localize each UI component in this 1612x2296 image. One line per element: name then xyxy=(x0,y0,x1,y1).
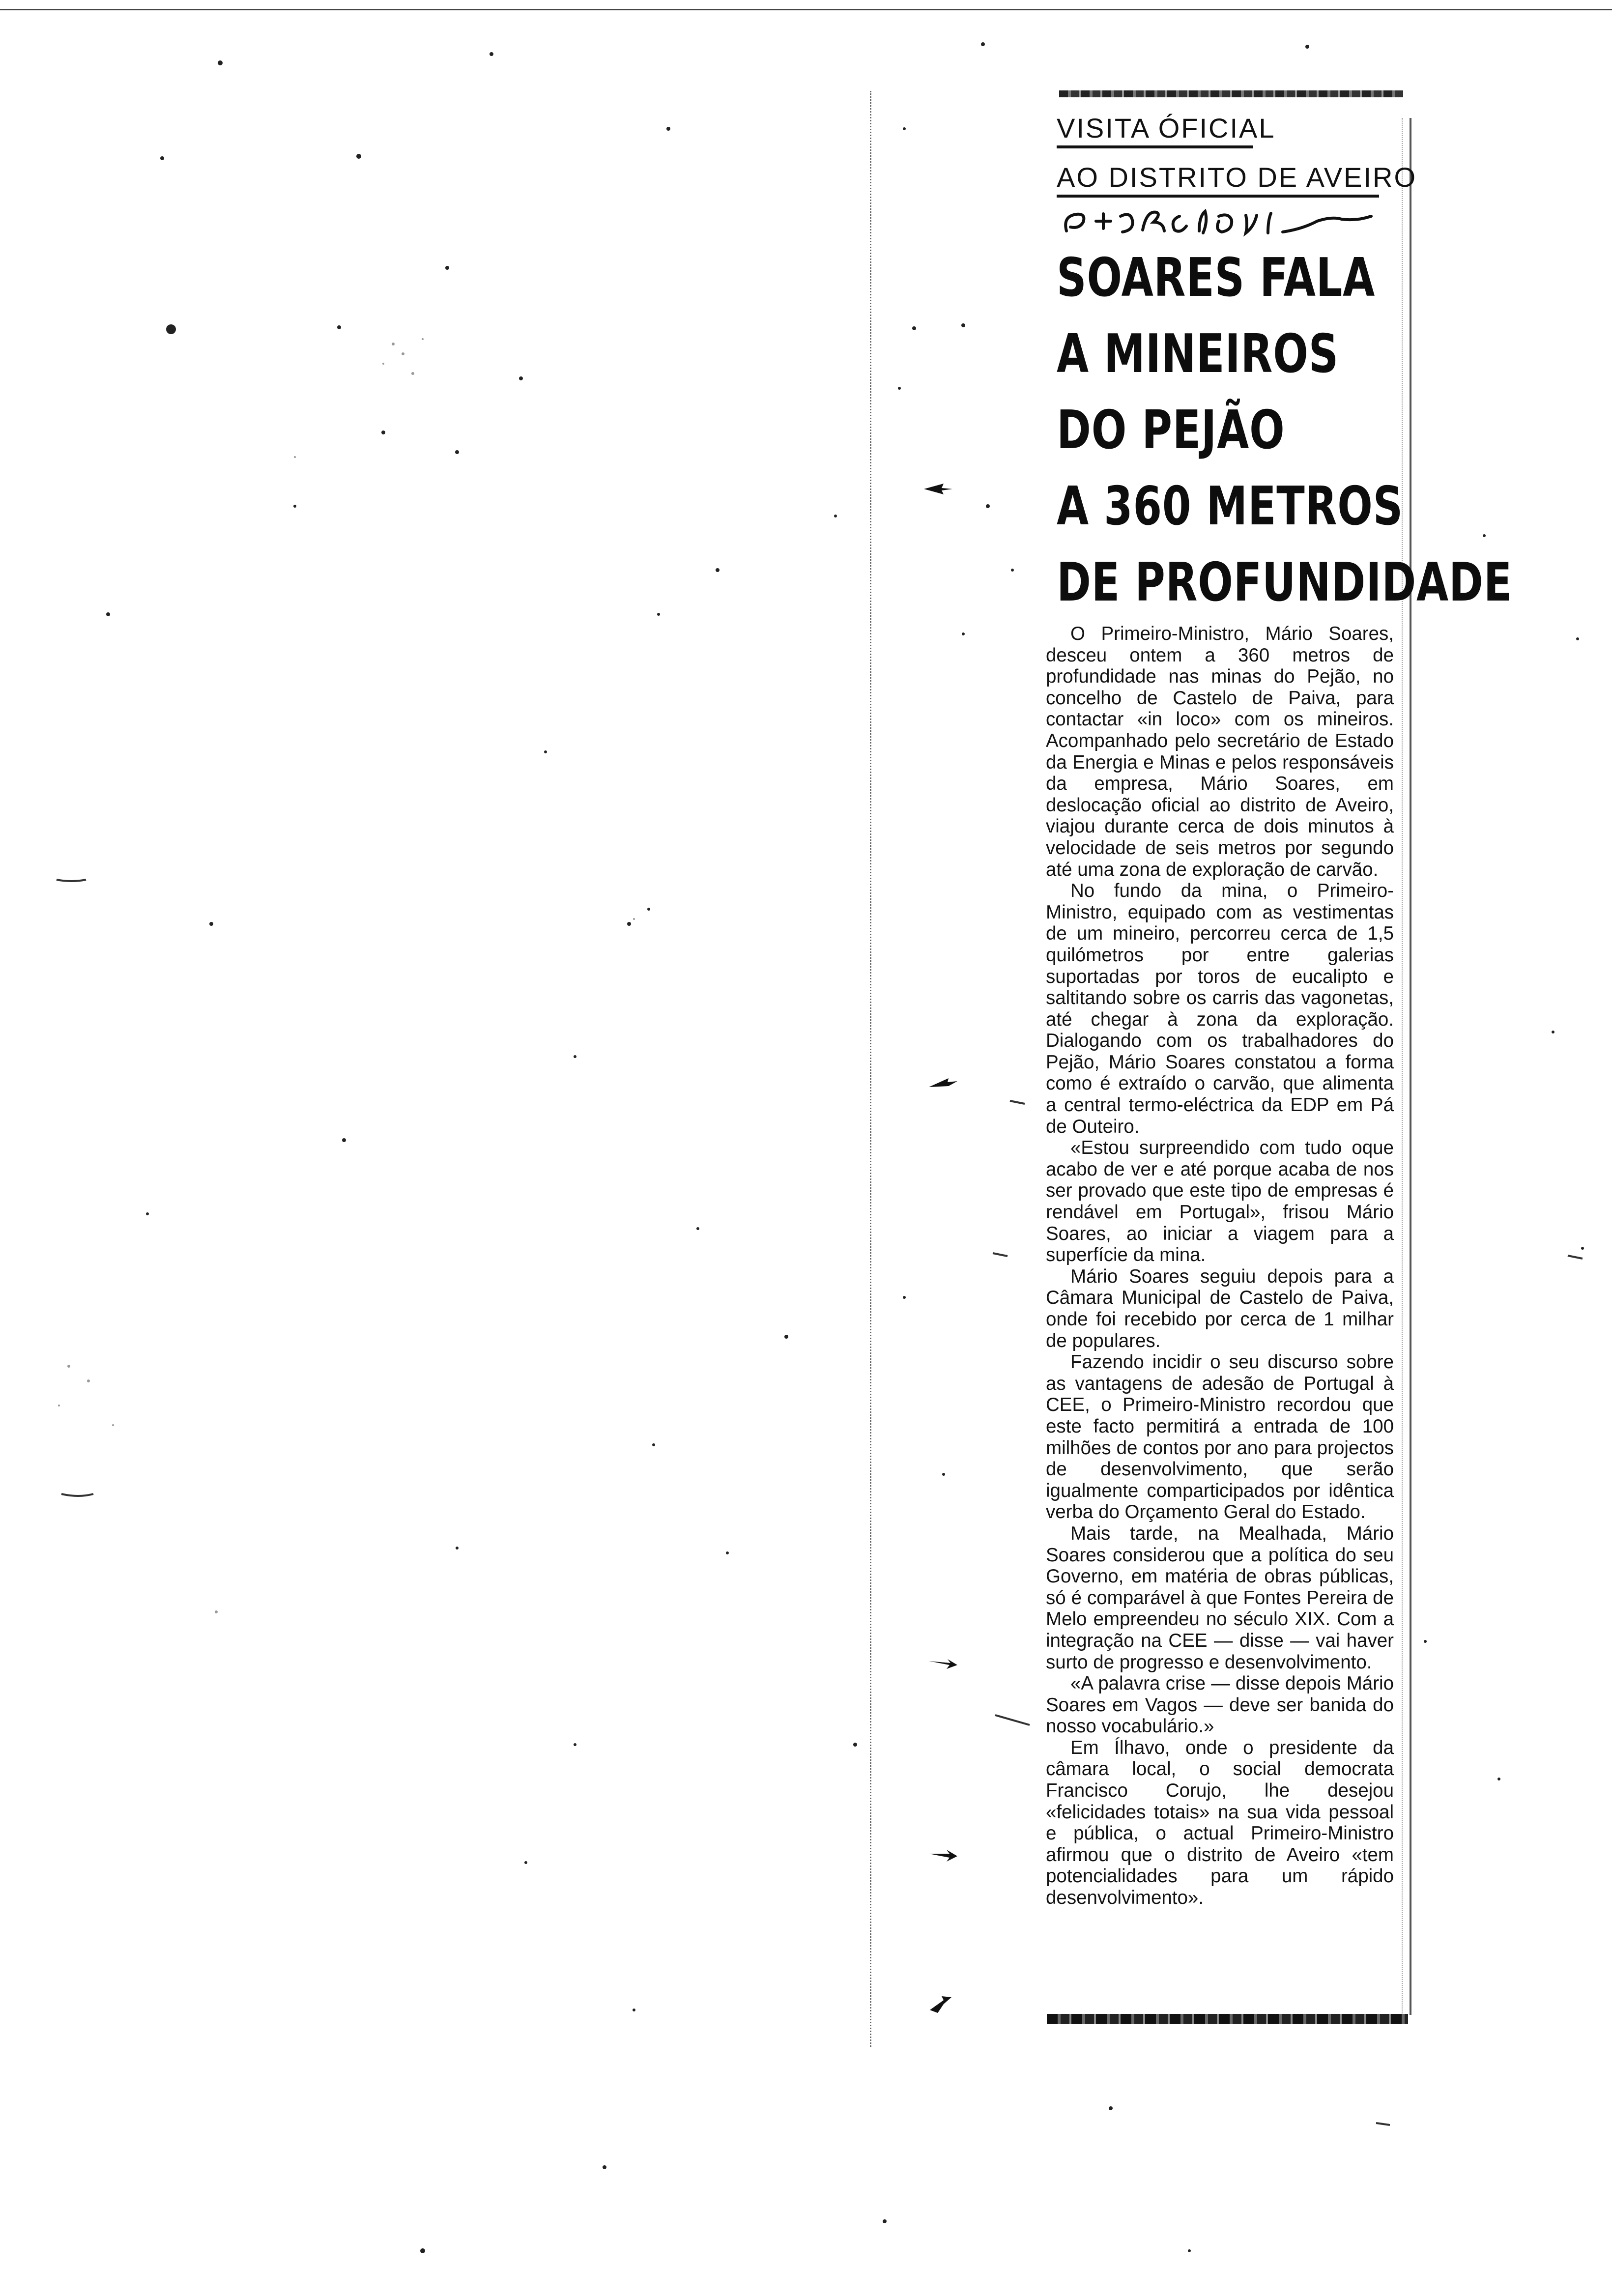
arrow-marker-1 xyxy=(924,482,953,496)
headline-line-5: DE PROFUNDIDADE xyxy=(1057,552,1513,613)
headline-line-4: A 360 METROS xyxy=(1057,476,1404,537)
headline-line-1: SOARES FALA xyxy=(1057,247,1376,309)
kicker-underline-1 xyxy=(1057,145,1253,148)
kicker-underline-2 xyxy=(1057,195,1379,198)
headline-line-2: A MINEIROS xyxy=(1057,323,1339,385)
article-paragraph: No fundo da mina, o Primeiro-Ministro, equipado com as vestimentas de um mineiro, percorreu cerca de 1,5 quilómetros por entre galerias suportadas por toros de eucalipto e saltitando sobre os carris das vagonetas, até chegar à zona da exploração. Dialogando com os trabalhadores do Pejão, Mário Soares constatou a forma como é extraído o carvão, que alimenta a central termo-eléctrica da EDP em Pá de Outeiro. xyxy=(1046,880,1394,1137)
clipping-left-edge xyxy=(870,91,875,2047)
arrow-marker-3 xyxy=(929,1657,958,1672)
kicker-line-1: VISITA ÓFICIAL xyxy=(1057,113,1276,144)
article-paragraph: Em Ílhavo, onde o presidente da câmara local, o social democrata Francisco Corujo, lhe desejou «felicidades totais» na sua vida pessoal e pública, o actual Primeiro-Ministro afirmou que o distrito de Aveiro «tem potencialidades para um rápido desenvolvimento». xyxy=(1046,1737,1394,1909)
article-paragraph: Mais tarde, na Mealhada, Mário Soares considerou que a política do seu Governo, em matéria de obras públicas, só é comparável à que Fontes Pereira de Melo empreendeu no século XIX. Com a integração na CEE — disse — vai haver surto de progresso e desenvolvimento. xyxy=(1046,1522,1394,1673)
headline xyxy=(1057,240,1513,621)
handwritten-annotation xyxy=(1057,201,1381,241)
article-paragraph: «Estou surpreendido com tudo oque acabo de ver e até porque acaba de nos ser provado que este tipo de empresas é rendável em Portugal», frisou Mário Soares, ao iniciar a viagem para a superfície da mina. xyxy=(1046,1137,1394,1266)
clipping-bottom-border xyxy=(1047,2014,1408,2024)
arrow-marker-5 xyxy=(929,1995,953,2015)
clipping-right-edge xyxy=(1402,118,1411,2015)
article-paragraph: Fazendo incidir o seu discurso sobre as vantagens de adesão de Portugal à CEE, o Primeiro-Ministro recordou que este facto permitirá a entrada de 100 milhões de contos por ano para projectos de desenvolvimento, que serão igualmente comparticipados por idêntica verba do Orçamento Geral do Estado. xyxy=(1046,1351,1394,1523)
article-paragraph: Mário Soares seguiu depois para a Câmara Municipal de Castelo de Paiva, onde foi recebido por cerca de 1 milhar de populares. xyxy=(1046,1265,1394,1351)
article-paragraph: O Primeiro-Ministro, Mário Soares, desceu ontem a 360 metros de profundidade nas minas do Pejão, no concelho de Castelo de Paiva, para contactar «in loco» com os mineiros. Acompanhado pelo secretário de Estado da Energia e Minas e pelos responsáveis da empresa, Mário Soares, em deslocação oficial ao distrito de Aveiro, viajou durante cerca de dois minutos à velocidade de seis metros por segundo até uma zona de exploração de carvão. xyxy=(1046,623,1394,880)
article-paragraph: «A palavra crise — disse depois Mário Soares em Vagos — deve ser banida do nosso vocabulário.» xyxy=(1046,1673,1394,1737)
arrow-marker-2 xyxy=(929,1076,958,1091)
article-body xyxy=(1046,623,1394,1909)
kicker-line-2: AO DISTRITO DE AVEIRO xyxy=(1057,162,1417,193)
arrow-marker-4 xyxy=(929,1849,958,1864)
headline-line-3: DO PEJÃO xyxy=(1057,400,1285,461)
clipping-top-border xyxy=(1059,90,1403,97)
